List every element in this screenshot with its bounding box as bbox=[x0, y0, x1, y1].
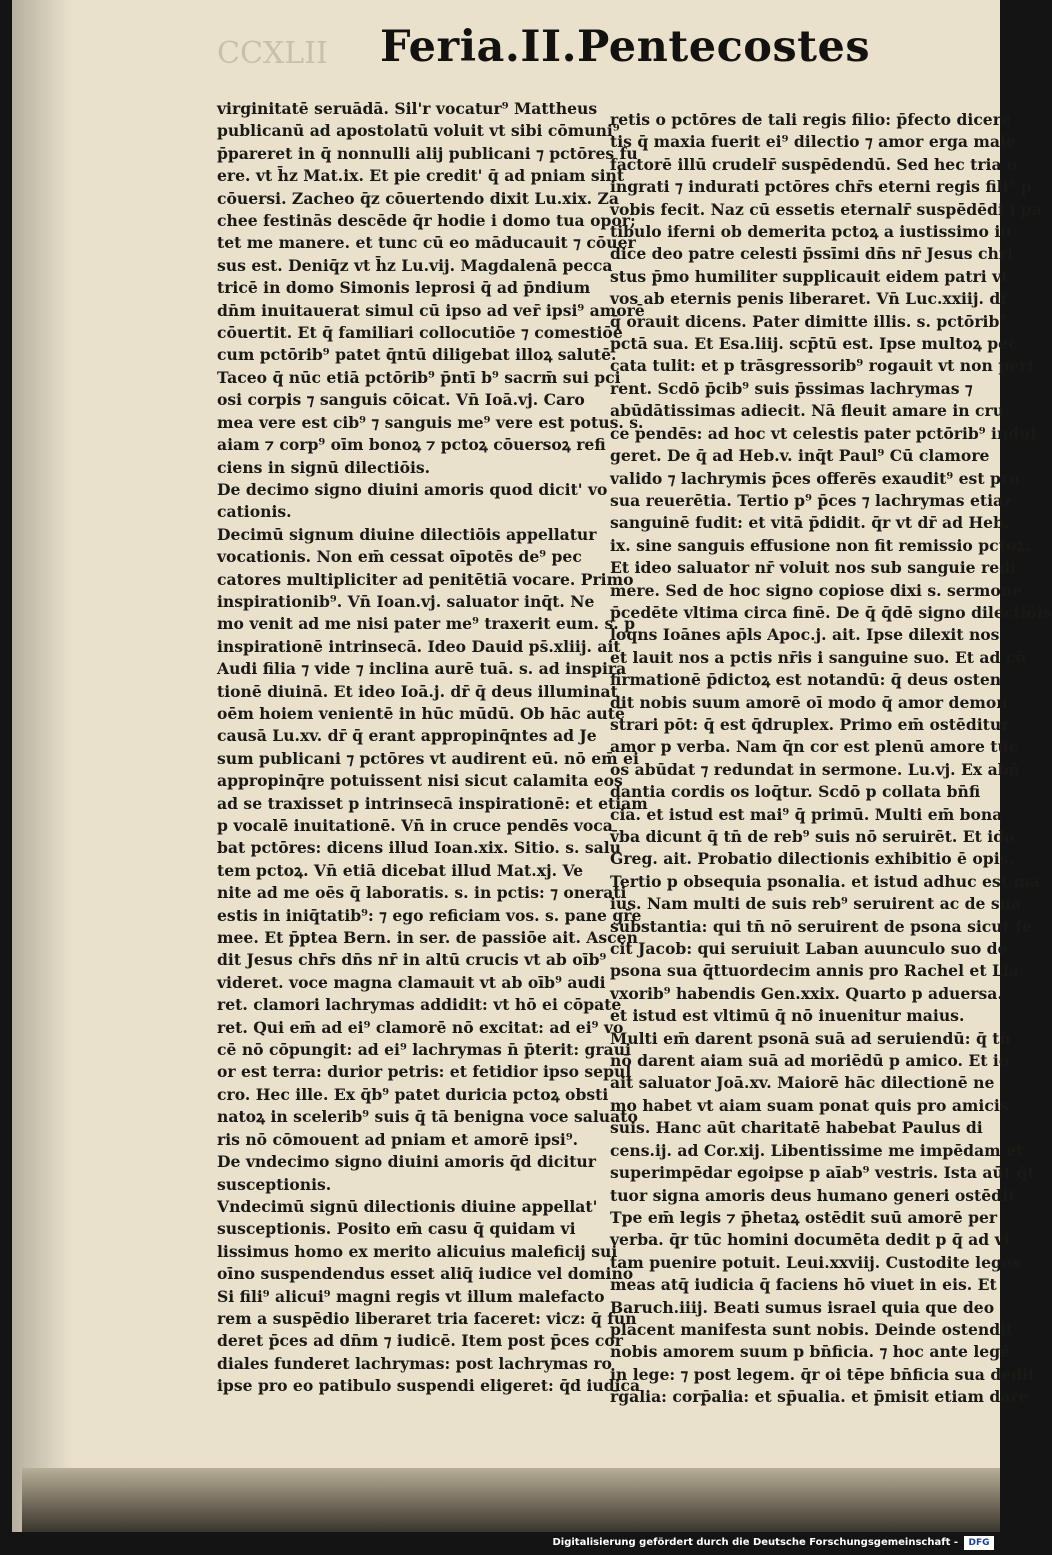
text-line: Et ideo saluator nr̄ voluit nos sub sanguie redi bbox=[610, 558, 1016, 578]
text-line: ret. clamori lachrymas addidit: vt hō ei cōpate bbox=[217, 995, 622, 1015]
text-line: bat pctōres: dicens illud Ioan.xix. Sitio. s. salu bbox=[217, 838, 621, 858]
text-line: p̄pareret in q̄ nonnulli alij publicani ⁊ pctōres fu bbox=[217, 143, 638, 163]
text-line: susceptionis. bbox=[217, 1174, 332, 1194]
text-line: aiam ⁊ corp⁹ oīm bonoꝝ ⁊ pctoꝝ cōuersoꝝ refi bbox=[217, 435, 606, 455]
text-line: osi corpis ⁊ sanguis cōicat. Vn̄ Ioā.vj. Caro bbox=[217, 390, 585, 410]
text-line: sanguinē fudit: et vitā p̄didit. q̄r vt dr̄ ad Heb. bbox=[610, 513, 1010, 533]
text-line: sua reuerētia. Tertio p⁹ p̄ces ⁊ lachrymas etiaz bbox=[610, 490, 1013, 510]
text-line: Tpe em̄ legis ⁊ p̄hetaꝝ ostēdit suū amorē per bbox=[610, 1207, 998, 1227]
text-line: suis. Hanc aūt charitatē habebat Paulus di bbox=[610, 1118, 983, 1138]
text-line: ciens in signū dilectiōis. bbox=[217, 457, 431, 477]
dfg-logo: DFG bbox=[964, 1536, 994, 1550]
text-line: catores multipliciter ad penitētiā vocare. Primo bbox=[217, 569, 634, 589]
text-line: sum publicani ⁊ pctōres vt audirent eū. nō em̄ ei bbox=[217, 748, 639, 768]
text-line: Multi em̄ darent psonā suā ad seruiendū: q̄ tn̄ bbox=[610, 1028, 1011, 1048]
text-line: ingrati ⁊ indurati pctōres chr̄s eterni regis fili⁹ p bbox=[610, 177, 1032, 197]
text-line: geret. De q̄ ad Heb.v. inq̄t Paul⁹ Cū clamore bbox=[610, 446, 990, 466]
text-line: rem a suspēdio liberaret tria faceret: vicz: q̄ fun bbox=[217, 1308, 637, 1328]
text-line: ce pendēs: ad hoc vt celestis pater pctōrib⁹ indul bbox=[610, 423, 1037, 443]
text-line: cōuersi. Zacheo q̄z cōuertendo dixit Lu.xix. Za bbox=[217, 188, 620, 208]
text-line: superimpēdar egoipse p aīab⁹ vestris. Ista aūt q̄t bbox=[610, 1163, 1035, 1183]
text-line: mea vere est cib⁹ ⁊ sanguis me⁹ vere est potus. s. bbox=[217, 412, 644, 432]
text-line: p vocalē inuitationē. Vn̄ in cruce pendēs voca bbox=[217, 816, 613, 835]
text-line: or est terra: durior petris: et fetidior ipso sepul bbox=[217, 1062, 632, 1082]
text-line: et lauit nos a pctis nr̄is i sanguine suo. Et ad cō bbox=[610, 647, 1026, 667]
funding-notice: Digitalisierung gefördert durch die Deutsche Forschungsgemeinschaft - bbox=[552, 1537, 958, 1548]
text-line: oēm hoiem venientē in hūc mūdū. Ob hāc autē bbox=[217, 703, 625, 723]
text-line: ad se traxisset p intrinsecā inspirationē: et etiam bbox=[217, 793, 648, 813]
text-line: mee. Et p̄ptea Bern. in ser. de passiōe ait. Ascen bbox=[217, 928, 638, 948]
text-line: firmationē p̄dictoꝝ est notandū: q̄ deus osten bbox=[610, 670, 1002, 690]
text-line: Taceo q̄ nūc etiā pctōrib⁹ p̄ntī b⁹ sacrm̄ sui pci bbox=[217, 367, 621, 387]
text-line: meas atq̄ iudicia q̄ faciens hō viuet in eis. Et bbox=[610, 1275, 997, 1295]
text-line: appropinq̄re potuissent nisi sicut calamita eos bbox=[217, 771, 623, 791]
text-line: lissimus homo ex merito alicuius maleficij sui bbox=[217, 1241, 618, 1261]
text-line: vos ab eternis penis liberaret. Vn̄ Luc.xxiij. dr̄ bbox=[610, 289, 1009, 309]
text-line: verba. q̄r tūc homini documēta dedit p q̄ ad vi bbox=[610, 1230, 1010, 1250]
text-line: in lege: ⁊ post legem. q̄r oi tēpe bn̄ficia sua dedit bbox=[610, 1364, 1036, 1384]
text-line: mere. Sed de hoc signo copiose dixi s. sermone bbox=[610, 580, 1023, 600]
text-line: Si fili⁹ alicui⁹ magni regis vt illum malefacto bbox=[217, 1286, 605, 1306]
text-line: publicanū ad apostolatū voluit vt sibi cōmuni⁹ bbox=[217, 121, 620, 141]
text-line: Tertio p obsequia psonalia. et istud adhuc est ma bbox=[610, 871, 1040, 891]
text-line: Greg. ait. Probatio dilectionis exhibitio ē opis. bbox=[610, 849, 1014, 869]
text-line: placent manifesta sunt nobis. Deinde ostendit bbox=[610, 1319, 1014, 1339]
text-line: p̄cedēte vltima circa finē. De q̄ q̄dē signo dilectiōis bbox=[610, 602, 1052, 622]
text-line: diales funderet lachrymas: post lachrymas ro bbox=[217, 1353, 612, 1373]
text-line: substantia: qui tn̄ nō seruirent de psona sicut fe bbox=[610, 916, 1032, 936]
text-column-right bbox=[610, 109, 1052, 1409]
text-line: cia. et istud est mai⁹ q̄ primū. Multi em̄ bona bbox=[610, 804, 1003, 824]
text-line: De vndecimo signo diuini amoris q̄d dicitur bbox=[217, 1152, 596, 1172]
text-line: tionē diuinā. Et ideo Ioā.j. dr̄ q̄ deus illuminat bbox=[217, 681, 618, 701]
text-line: psona sua q̄ttuordecim annis pro Rachel et Lia bbox=[610, 961, 1019, 981]
text-line: ix. sine sanguis effusione non fit remissio pctoꝝ. bbox=[610, 535, 1031, 555]
text-line: Vndecimū signū dilectionis diuine appellat' bbox=[217, 1196, 598, 1216]
text-line: ret. Qui em̄ ad ei⁹ clamorē nō excitat: ad ei⁹ vo bbox=[217, 1017, 624, 1037]
text-line: cōuertit. Et q̄ familiari collocutiōe ⁊ comestiōe bbox=[217, 323, 623, 343]
text-line: estis in iniq̄tatib⁹: ⁊ ego reficiam vos. s. pane gr̄e bbox=[217, 905, 642, 925]
text-line: ris nō cōmouent ad pniam et amorē ipsi⁹. bbox=[217, 1129, 579, 1149]
text-line: nobis amorem suum p bn̄ficia. ⁊ hoc ante legē bbox=[610, 1342, 1011, 1362]
text-line: factorē illū crudelr̄ suspēdendū. Sed hec tria o bbox=[610, 154, 1018, 174]
page-stack-edge bbox=[22, 1468, 1000, 1532]
text-line: dantia cordis os loq̄tur. Scdō p collata bn̄fi bbox=[610, 782, 981, 802]
text-line: ius. Nam multi de suis reb⁹ seruirent ac de sua bbox=[610, 894, 1022, 914]
bleed-through-text: CCXLII bbox=[217, 36, 328, 71]
text-line: stus p̄mo humiliter supplicauit eidem patri vt bbox=[610, 266, 1009, 286]
text-line: tricē in domo Simonis leprosi q̄ ad p̄ndium bbox=[217, 278, 591, 298]
book-page bbox=[12, 0, 1052, 1532]
text-line: nō darent aiam suā ad moriēdū p amico. Et io bbox=[610, 1051, 1010, 1071]
text-line: strari pōt: q̄ est q̄druplex. Primo em̄ ostēditur bbox=[610, 714, 1010, 734]
text-line: r̄galia: corp̄alia: et sp̄ualia. et p̄misit etiam dare bbox=[610, 1387, 1029, 1407]
text-line: cum pctōrib⁹ patet q̄ntū diligebat illoꝝ salutē. bbox=[217, 345, 617, 365]
text-line: tibulo iferni ob demerita pctoꝝ a iustissimo iu bbox=[610, 222, 1012, 242]
text-line: chee festinās descēde q̄r hodie i domo tua opor; bbox=[217, 211, 636, 231]
text-line: v̄ba dicunt q̄ tn̄ de reb⁹ suis nō seruirēt. Et ido bbox=[610, 827, 1015, 846]
text-line: ait saluator Joā.xv. Maiorē hāc dilectionē ne bbox=[610, 1073, 995, 1093]
text-line: os abūdat ⁊ redundat in sermone. Lu.vj. Ex abū bbox=[610, 759, 1020, 779]
text-line: oīno suspendendus esset aliq̄ iudice vel domino bbox=[217, 1264, 634, 1284]
text-line: mo habet vt aiam suam ponat quis pro amicis bbox=[610, 1095, 1009, 1115]
text-line: De decimo signo diuini amoris quod dicit' vo bbox=[217, 479, 608, 499]
text-line: amor p verba. Nam q̄n cor est plenū amore tūc bbox=[610, 737, 1019, 757]
text-line: tuor signa amoris deus humano generi ostēdit bbox=[610, 1185, 1016, 1205]
text-line: ere. vt h̄z Mat.ix. Et pie credit' q̄ ad pniam sint bbox=[217, 166, 625, 186]
text-line: mo venit ad me nisi pater me⁹ traxerit eum. s. p bbox=[217, 614, 636, 634]
text-line: videret. voce magna clamauit vt ab oīb⁹ audi bbox=[217, 972, 606, 992]
text-line: vxorib⁹ habendis Gen.xxix. Quarto p aduersa. bbox=[610, 983, 1003, 1003]
text-line: rent. Scdō p̄cib⁹ suis p̄ssimas lachrymas ⁊ bbox=[610, 378, 973, 398]
text-line: Audi filia ⁊ vide ⁊ inclina aurē tuā. s. ad inspira bbox=[217, 659, 627, 679]
text-column-left bbox=[217, 98, 648, 1398]
text-line: natoꝝ in scelerib⁹ suis q̄ tā benigna voce saluato bbox=[217, 1107, 638, 1127]
text-line: cē nō cōpungit: ad ei⁹ lachrymas n̄ p̄terit: graui bbox=[217, 1040, 631, 1060]
text-line: abūdātissimas adiecit. Nā fleuit amare in cru bbox=[610, 401, 1005, 421]
text-line: dice deo patre celesti p̄ssīmi dn̄s nr̄ Jesus chri bbox=[610, 244, 1013, 264]
text-line: cro. Hec ille. Ex q̄b⁹ patet duricia pctoꝝ obsti bbox=[217, 1084, 609, 1104]
text-line: tet me manere. et tunc cū eo māducauit ⁊ cōuer bbox=[217, 233, 636, 253]
text-line: Baruch.iiij. Beati sumus israel quia que deo bbox=[610, 1297, 995, 1317]
text-line: tis q̄ maxia fuerit ei⁹ dilectio ⁊ amor erga male bbox=[610, 132, 1016, 152]
text-line: dit nobis suum amorē oī modo q̄ amor demon bbox=[610, 692, 1008, 712]
text-line: vocationis. Non em̄ cessat oīpotēs de⁹ pec bbox=[217, 547, 582, 567]
text-line: et istud est vltimū q̄ nō inuenitur maius. bbox=[610, 1006, 965, 1026]
text-line: valido ⁊ lachrymis p̄ces offerēs exaudit⁹ est pro bbox=[610, 468, 1020, 488]
text-line: Decimū signum diuine dilectiōis appellatur bbox=[217, 524, 597, 544]
text-line: dit Jesus chr̄s dn̄s nr̄ in altū crucis vt ab oīb⁹ bbox=[217, 950, 607, 970]
text-line: loqns Ioānes ap̄ls Apoc.j. ait. Ipse dilexit nos bbox=[610, 625, 1000, 645]
text-line: inspirationē intrinsecā. Ideo Dauid ps̄.xliij. ait bbox=[217, 636, 621, 656]
text-line: cit Jacob: qui seruiuit Laban auunculo suo de bbox=[610, 939, 1008, 959]
text-line: nite ad me oēs q̄ laboratis. s. in pctis: ⁊ onerati bbox=[217, 883, 627, 903]
text-line: ipse pro eo patibulo suspendi eligeret: q̄d iudica bbox=[217, 1376, 641, 1396]
text-line: virginitatē seruādā. Sil'r vocatur⁹ Mattheus bbox=[217, 99, 598, 118]
text-line: retis o pctōres de tali regis filio: p̄fecto dicere bbox=[610, 110, 1011, 129]
text-line: pctā sua. Et Esa.liij. scp̄tū est. Ipse multoꝝ pec bbox=[610, 334, 1018, 354]
text-line: inspirationib⁹. Vn̄ Ioan.vj. saluator inq̄t. Ne bbox=[217, 591, 595, 611]
text-line: cationis. bbox=[217, 502, 292, 522]
text-line: tam puenire potuit. Leui.xxviij. Custodite leges bbox=[610, 1252, 1021, 1272]
text-line: deret p̄ces ad dn̄m ⁊ iudicē. Item post p̄ces cor bbox=[217, 1331, 623, 1351]
text-line: cens.ij. ad Cor.xij. Libentissime me impēdam et bbox=[610, 1140, 1024, 1160]
page-header-title: Feria.II.Pentecostes bbox=[380, 22, 871, 72]
text-line: sus est. Deniq̄z vt h̄z Lu.vij. Magdalenā pecca bbox=[217, 255, 613, 275]
text-line: tem pctoꝝ. Vn̄ etiā dicebat illud Mat.xj. Ve bbox=[217, 860, 584, 880]
text-line: q̄ orauit dicens. Pater dimitte illis. s. pctōrib⁹ bbox=[610, 311, 1007, 331]
text-line: susceptionis. Posito em̄ casu q̄ quidam vi bbox=[217, 1219, 576, 1239]
text-line: cata tulit: et p trāsgressorib⁹ rogauit vt non peri bbox=[610, 356, 1034, 376]
text-line: vobis fecit. Naz cū essetis eternalr̄ suspēdēdi i pa bbox=[610, 199, 1042, 219]
text-line: dn̄m inuitauerat simul cū ipso ad ver̄ ipsi⁹ amorē bbox=[217, 300, 645, 320]
text-line: causā Lu.xv. dr̄ q̄ erant appropinq̄ntes ad Je bbox=[217, 726, 597, 746]
